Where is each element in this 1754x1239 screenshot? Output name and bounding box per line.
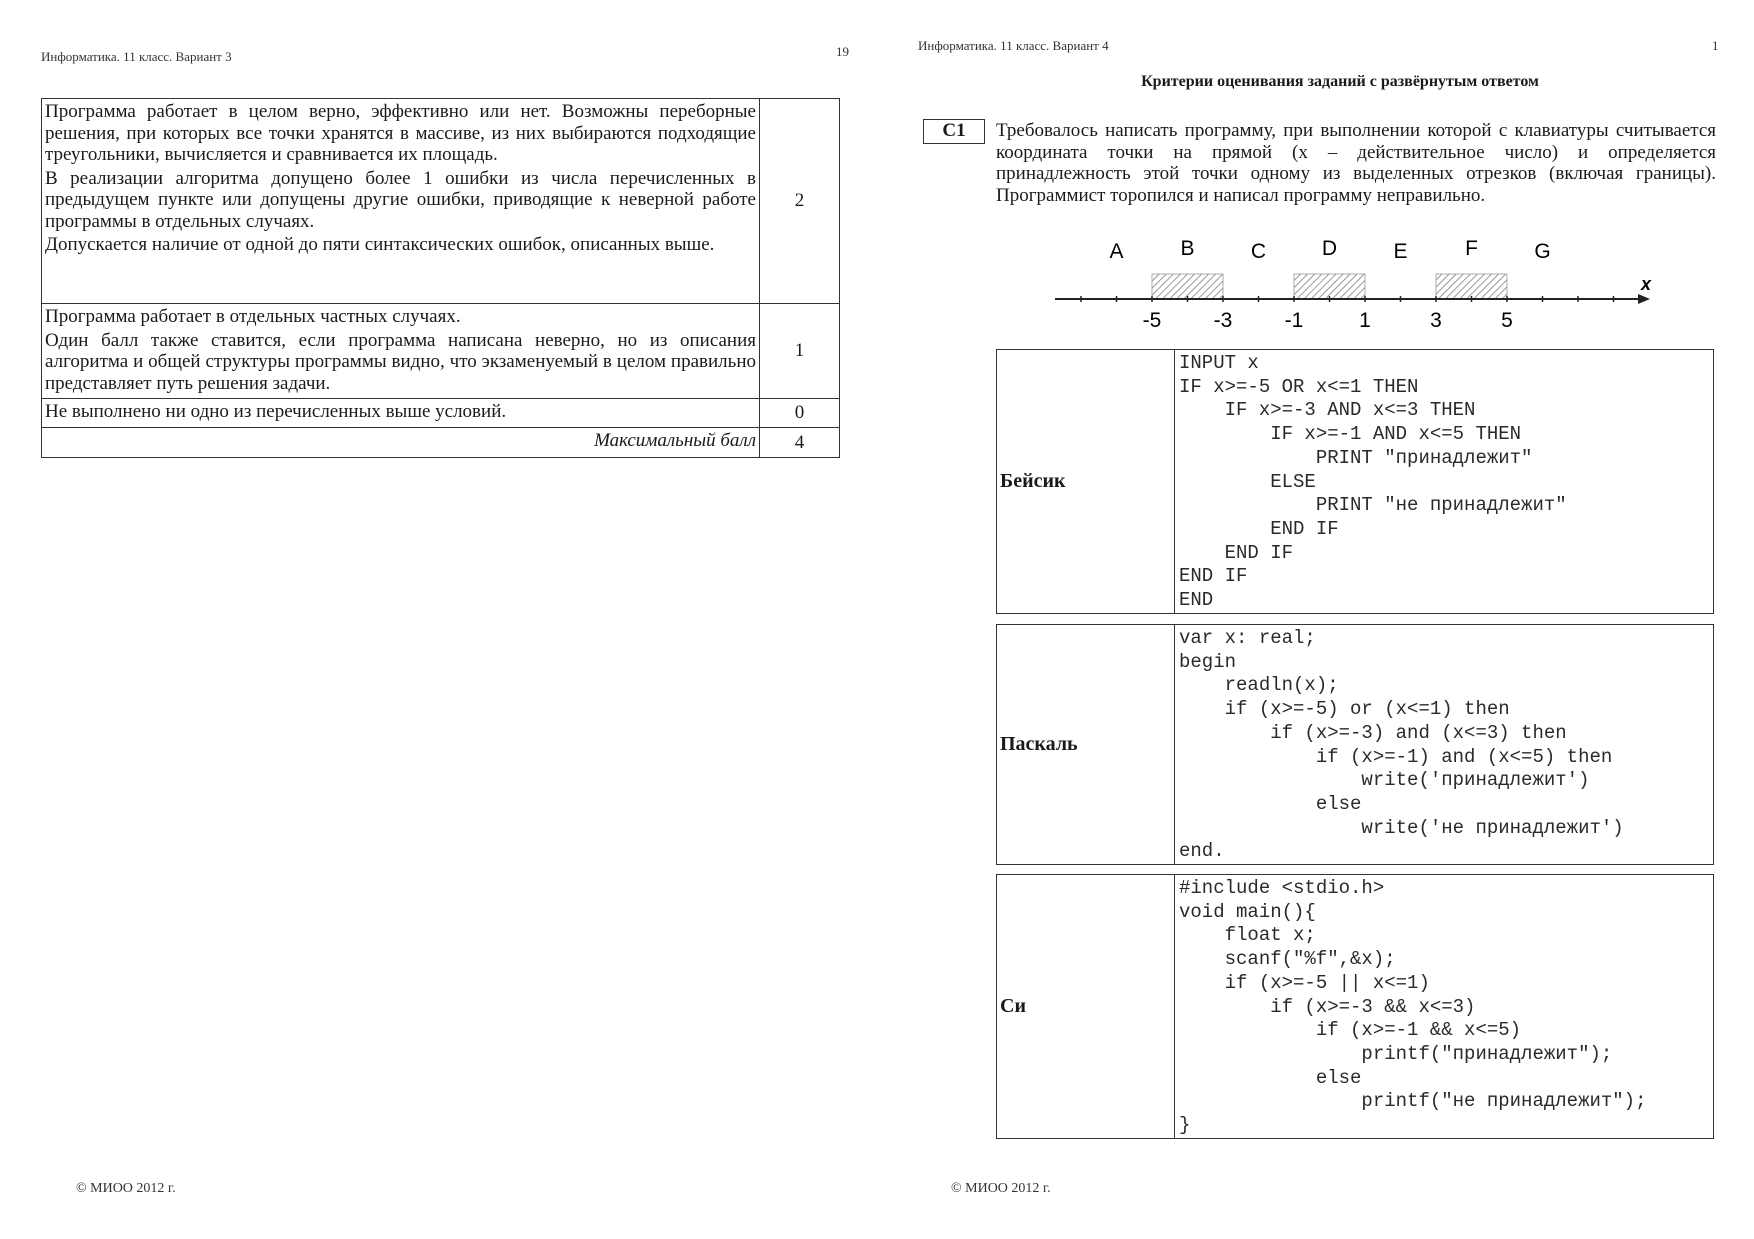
score-cell: 2 xyxy=(760,99,840,304)
code-line: if (x>=-5 || x<=1) xyxy=(1179,971,1430,994)
segment-letter: A xyxy=(1109,240,1124,263)
max-score-value: 4 xyxy=(760,428,840,458)
tick-label: -3 xyxy=(1213,309,1233,332)
code-line: END xyxy=(1179,589,1214,612)
table-row xyxy=(42,399,840,428)
code-line: INPUT x xyxy=(1179,352,1259,374)
code-line: END IF xyxy=(1179,565,1248,588)
segment-letter: C xyxy=(1250,240,1267,263)
highlighted-segment xyxy=(1294,274,1365,299)
tick-label: -5 xyxy=(1142,309,1162,332)
criteria-paragraph: В реализации алгоритма допущено более 1 ошибки из числа перечисленных в предыдущем пункте или допущены другие ошибки, приводящие к неверной работе программы в отдельных случаях. xyxy=(45,167,756,232)
code-line: #include <stdio.h> xyxy=(1179,877,1385,899)
code-line: end. xyxy=(1179,840,1225,863)
code-line: IF x>=-5 OR x<=1 THEN xyxy=(1179,375,1419,398)
left-page-header: Информатика. 11 класс. Вариант 3 xyxy=(41,49,232,64)
segment-letter: B xyxy=(1180,237,1195,260)
code-line: printf("принадлежит"); xyxy=(1179,1042,1613,1065)
code-line: END IF xyxy=(1179,541,1294,564)
grading-table xyxy=(41,98,840,458)
score-cell: 1 xyxy=(760,304,840,399)
criteria-cell xyxy=(42,399,760,428)
number-line-figure xyxy=(1040,230,1660,340)
criteria-cell xyxy=(42,304,760,399)
criteria-paragraph: Не выполнено ни одно из перечисленных выше условий. xyxy=(45,401,507,422)
tick-label: -1 xyxy=(1284,309,1304,332)
left-page-number: 19 xyxy=(836,44,849,59)
criteria-paragraph: Один балл также ставится, если программа написана неверно, но из описания алгоритма и общей структуры программы видно, что экзаменуемый в целом правильно представляет путь решения задачи. xyxy=(45,329,756,394)
code-line: PRINT "принадлежит" xyxy=(1179,446,1533,469)
code-line: float x; xyxy=(1179,924,1316,947)
code-line: if (x>=-1) and (x<=5) then xyxy=(1179,745,1613,768)
code-line: write('не принадлежит') xyxy=(1179,816,1624,839)
language-label: Си xyxy=(997,875,1175,1138)
program-c xyxy=(996,874,1714,1139)
task-badge: C1 xyxy=(923,119,985,144)
code-line: IF x>=-1 AND x<=5 THEN xyxy=(1179,423,1522,446)
code-listing xyxy=(1175,875,1713,1138)
program-basic xyxy=(996,349,1714,614)
table-row xyxy=(42,304,840,399)
segment-letter: F xyxy=(1465,237,1478,260)
code-line: IF x>=-3 AND x<=3 THEN xyxy=(1179,399,1476,422)
highlighted-segments xyxy=(1152,274,1507,299)
tick-label: 5 xyxy=(1501,309,1513,332)
code-listing xyxy=(1175,625,1713,864)
code-line: void main(){ xyxy=(1179,900,1316,923)
left-page-footer: © МИОО 2012 г. xyxy=(76,1181,176,1196)
table-row-max xyxy=(42,428,840,458)
code-line: if (x>=-3) and (x<=3) then xyxy=(1179,721,1567,744)
highlighted-segment xyxy=(1152,274,1223,299)
code-line: else xyxy=(1179,1066,1362,1089)
criteria-paragraph: Программа работает в целом верно, эффективно или нет. Возможны переборные решения, при которых все точки хранятся в массиве, из них выбираются подходящие треугольники, вычисляется и сравнивается их площадь. xyxy=(45,101,756,165)
code-line: if (x>=-3 && x<=3) xyxy=(1179,995,1476,1018)
right-page-header: Информатика. 11 класс. Вариант 4 xyxy=(918,38,1109,53)
score-cell: 0 xyxy=(760,399,840,428)
code-line: begin xyxy=(1179,650,1237,673)
criteria-paragraph: Программа работает в отдельных частных случаях. xyxy=(45,306,461,327)
code-line: END IF xyxy=(1179,517,1339,540)
language-label: Паскаль xyxy=(997,625,1175,864)
code-line: scanf("%f",&x); xyxy=(1179,948,1396,971)
code-line: PRINT "не принадлежит" xyxy=(1179,494,1567,517)
code-line: if (x>=-5) or (x<=1) then xyxy=(1179,698,1510,721)
code-line: ELSE xyxy=(1179,470,1316,493)
code-line: readln(x); xyxy=(1179,674,1339,697)
right-page-number: 1 xyxy=(1712,38,1719,53)
tick-label: 1 xyxy=(1359,309,1371,332)
language-label: Бейсик xyxy=(997,350,1175,613)
criteria-cell xyxy=(42,99,760,304)
code-line: } xyxy=(1179,1114,1191,1137)
axis-arrow-icon xyxy=(1638,294,1650,304)
task-statement: Требовалось написать программу, при выполнении которой с клавиатуры считывается координата точки на прямой (x – действительное число) и определяется принадлежность этой точки одному из выделенных отрезков (включая границы). Программист торопился и написал программу неправильно. xyxy=(996,120,1716,206)
table-row xyxy=(42,99,840,304)
tick-label: 3 xyxy=(1430,309,1442,332)
program-pascal xyxy=(996,624,1714,865)
right-page-footer: © МИОО 2012 г. xyxy=(951,1181,1051,1196)
code-line: write('принадлежит') xyxy=(1179,769,1590,792)
highlighted-segment xyxy=(1436,274,1507,299)
axis-label: x xyxy=(1640,274,1652,294)
max-score-label: Максимальный балл xyxy=(42,428,760,458)
code-line: if (x>=-1 && x<=5) xyxy=(1179,1019,1522,1042)
code-line: printf("не принадлежит"); xyxy=(1179,1090,1647,1113)
page-title: Критерии оценивания заданий с развёрнутым ответом xyxy=(1141,73,1539,90)
segment-letter: D xyxy=(1321,237,1338,260)
segment-letter: G xyxy=(1534,240,1551,263)
code-line: var x: real; xyxy=(1179,627,1316,649)
segment-letter: E xyxy=(1393,240,1408,263)
criteria-paragraph: Допускается наличие от одной до пяти синтаксических ошибок, описанных выше. xyxy=(45,234,715,255)
code-line: else xyxy=(1179,792,1362,815)
code-listing xyxy=(1175,350,1713,613)
